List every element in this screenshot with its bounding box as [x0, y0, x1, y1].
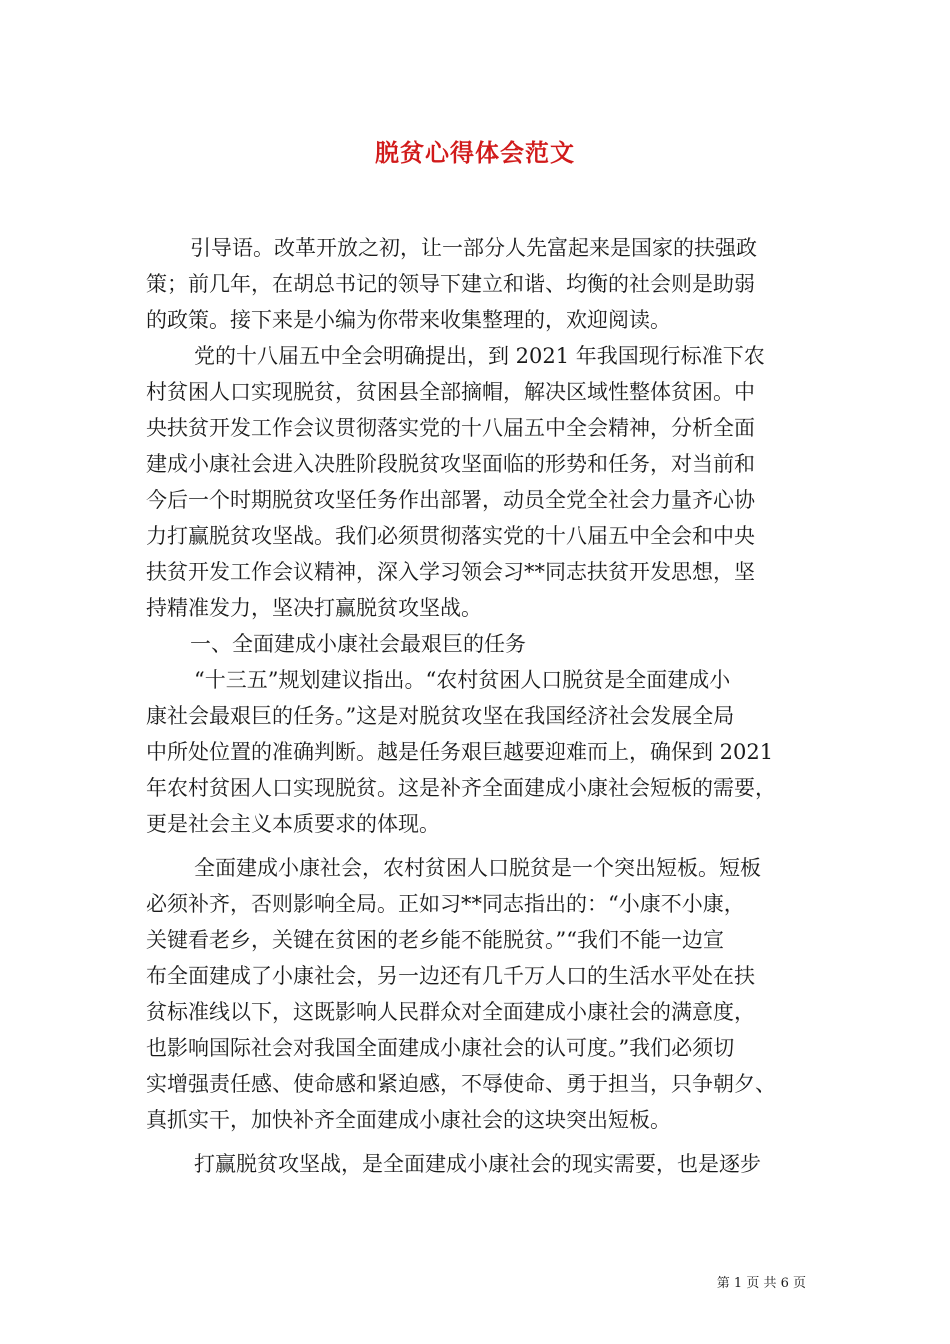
section-heading	[146, 626, 806, 662]
paragraph	[146, 662, 806, 842]
text-line: 策；前几年，在胡总书记的领导下建立和谐、均衡的社会则是助弱	[146, 272, 755, 296]
text-line: 村贫困人口实现脱贫，贫困县全部摘帽，解决区域性整体贫困。中	[146, 380, 755, 404]
document-body	[146, 230, 806, 1182]
text-line: 必须补齐，否则影响全局。正如习**同志指出的：“小康不小康，	[146, 892, 745, 916]
text-line: “十三五”规划建议指出。“农村贫困人口脱贫是全面建成小	[194, 668, 731, 692]
text-line: 持精准发力，坚决打赢脱贫攻坚战。	[146, 596, 482, 620]
paragraph	[146, 338, 806, 626]
text-line: 康社会最艰巨的任务。”这是对脱贫攻坚在我国经济社会发展全局	[146, 704, 735, 728]
text-line: 一、全面建成小康社会最艰巨的任务	[190, 632, 526, 656]
text-line: 布全面建成了小康社会，另一边还有几千万人口的生活水平处在扶	[146, 964, 755, 988]
paragraph	[146, 850, 806, 1138]
document-title: 脱贫心得体会范文	[375, 138, 575, 167]
text-line: 引导语。改革开放之初，让一部分人先富起来是国家的扶强政	[190, 236, 757, 260]
text-line: 央扶贫开发工作会议贯彻落实党的十八届五中全会精神，分析全面	[146, 416, 755, 440]
text-line: 真抓实干，加快补齐全面建成小康社会的这块突出短板。	[146, 1108, 671, 1132]
text-line: 打赢脱贫攻坚战，是全面建成小康社会的现实需要，也是逐步	[194, 1152, 761, 1176]
paragraph-intro	[146, 230, 806, 338]
text-line: 关键看老乡，关键在贫困的老乡能不能脱贫。”“我们不能一边宣	[146, 928, 724, 952]
text-line: 全面建成小康社会，农村贫困人口脱贫是一个突出短板。短板	[194, 856, 761, 880]
text-line: 力打赢脱贫攻坚战。我们必须贯彻落实党的十八届五中全会和中央	[146, 524, 755, 548]
page-number: 第 1 页 共 6 页	[716, 1276, 806, 1291]
text-line: 更是社会主义本质要求的体现。	[146, 812, 440, 836]
text-line: 也影响国际社会对我国全面建成小康社会的认可度。”我们必须切	[146, 1036, 735, 1060]
text-line: 扶贫开发工作会议精神，深入学习领会习**同志扶贫开发思想，坚	[146, 560, 755, 584]
paragraph	[146, 1146, 806, 1182]
text-line: 贫标准线以下，这既影响人民群众对全面建成小康社会的满意度，	[146, 1000, 755, 1024]
paragraph-spacer	[146, 1138, 806, 1146]
paragraph-spacer	[146, 842, 806, 850]
text-line: 实增强责任感、使命感和紧迫感，不辱使命、勇于担当，只争朝夕、	[146, 1072, 776, 1096]
text-line: 的政策。接下来是小编为你带来收集整理的，欢迎阅读。	[146, 308, 671, 332]
text-line: 今后一个时期脱贫攻坚任务作出部署，动员全党全社会力量齐心协	[146, 488, 755, 512]
text-line: 年农村贫困人口实现脱贫。这是补齐全面建成小康社会短板的需要，	[146, 776, 776, 800]
text-line: 党的十八届五中全会明确提出，到 2021 年我国现行标准下农	[194, 344, 765, 368]
text-line: 中所处位置的准确判断。越是任务艰巨越要迎难而上，确保到 2021	[146, 740, 774, 764]
text-line: 建成小康社会进入决胜阶段脱贫攻坚面临的形势和任务，对当前和	[146, 452, 755, 476]
